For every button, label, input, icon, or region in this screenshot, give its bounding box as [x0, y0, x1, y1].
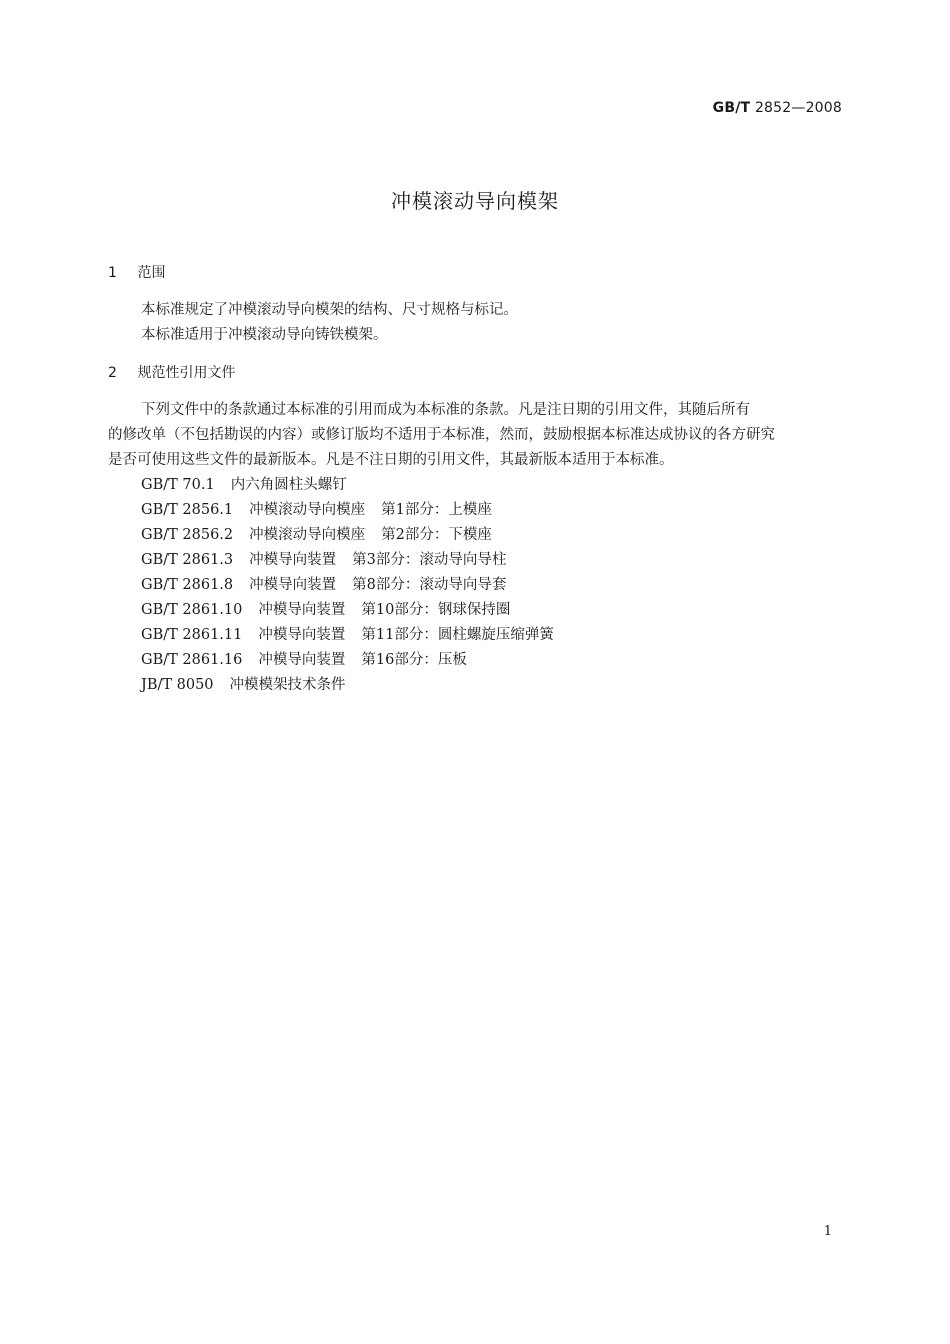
section-2-heading — [108, 362, 235, 382]
reference-item — [141, 548, 506, 569]
section-title: 范围 — [137, 265, 166, 281]
reference-code: GB/T 2861.8 — [141, 577, 234, 593]
reference-title: 内六角圆柱头螺钉 — [230, 477, 347, 493]
reference-code: GB/T 2861.11 — [141, 627, 243, 643]
reference-item — [141, 473, 347, 494]
section-title: 规范性引用文件 — [137, 365, 236, 381]
reference-title: 冲模滚动导向模座 — [249, 502, 366, 518]
scope-paragraph-2: 本标准适用于冲模滚动导向铸铁模架。 — [141, 327, 388, 343]
reference-part: 第2部分：下模座 — [381, 527, 492, 543]
reference-title: 冲模模架技术条件 — [229, 677, 346, 693]
reference-part: 第11部分：圆柱螺旋压缩弹簧 — [361, 627, 554, 643]
reference-code: GB/T 2856.1 — [141, 502, 234, 518]
reference-item — [141, 498, 492, 519]
references-intro-line-1: 下列文件中的条款通过本标准的引用而成为本标准的条款。凡是注日期的引用文件，其随后所有 — [141, 402, 750, 418]
standard-number: 2852—2008 — [754, 100, 842, 116]
page-number: 1 — [823, 1224, 832, 1239]
reference-item — [141, 648, 467, 669]
reference-code: JB/T 8050 — [141, 677, 214, 693]
reference-item — [141, 523, 492, 544]
document-header — [713, 100, 842, 116]
references-intro-line-3: 是否可使用这些文件的最新版本。凡是不注日期的引用文件，其最新版本适用于本标准。 — [108, 452, 674, 468]
reference-part: 第8部分：滚动导向导套 — [352, 577, 507, 593]
references-intro-line-2: 的修改单（不包括勘误的内容）或修订版均不适用于本标准，然而，鼓励根据本标准达成协议的各方研究 — [108, 427, 775, 443]
standard-prefix: GB/T — [712, 100, 751, 116]
reference-title: 冲模导向装置 — [249, 552, 337, 568]
reference-part: 第16部分：压板 — [361, 652, 467, 668]
reference-part: 第3部分：滚动导向导柱 — [352, 552, 507, 568]
reference-code: GB/T 2861.16 — [141, 652, 243, 668]
reference-title: 冲模导向装置 — [258, 652, 346, 668]
reference-code: GB/T 70.1 — [141, 477, 215, 493]
document-title: 冲模滚动导向模架 — [391, 189, 559, 213]
section-1-heading — [108, 262, 165, 282]
reference-title: 冲模导向装置 — [249, 577, 337, 593]
reference-title: 冲模导向装置 — [258, 602, 346, 618]
reference-part: 第10部分：钢球保持圈 — [361, 602, 511, 618]
reference-title: 冲模滚动导向模座 — [249, 527, 366, 543]
reference-part: 第1部分：上模座 — [381, 502, 492, 518]
reference-item — [141, 673, 346, 694]
section-number: 1 — [108, 265, 117, 281]
scope-paragraph-1: 本标准规定了冲模滚动导向模架的结构、尺寸规格与标记。 — [141, 302, 518, 318]
reference-item — [141, 573, 506, 594]
reference-item — [141, 623, 554, 644]
reference-code: GB/T 2856.2 — [141, 527, 234, 543]
reference-item — [141, 598, 510, 619]
reference-title: 冲模导向装置 — [258, 627, 346, 643]
reference-code: GB/T 2861.3 — [141, 552, 234, 568]
section-number: 2 — [108, 365, 117, 381]
reference-code: GB/T 2861.10 — [141, 602, 243, 618]
